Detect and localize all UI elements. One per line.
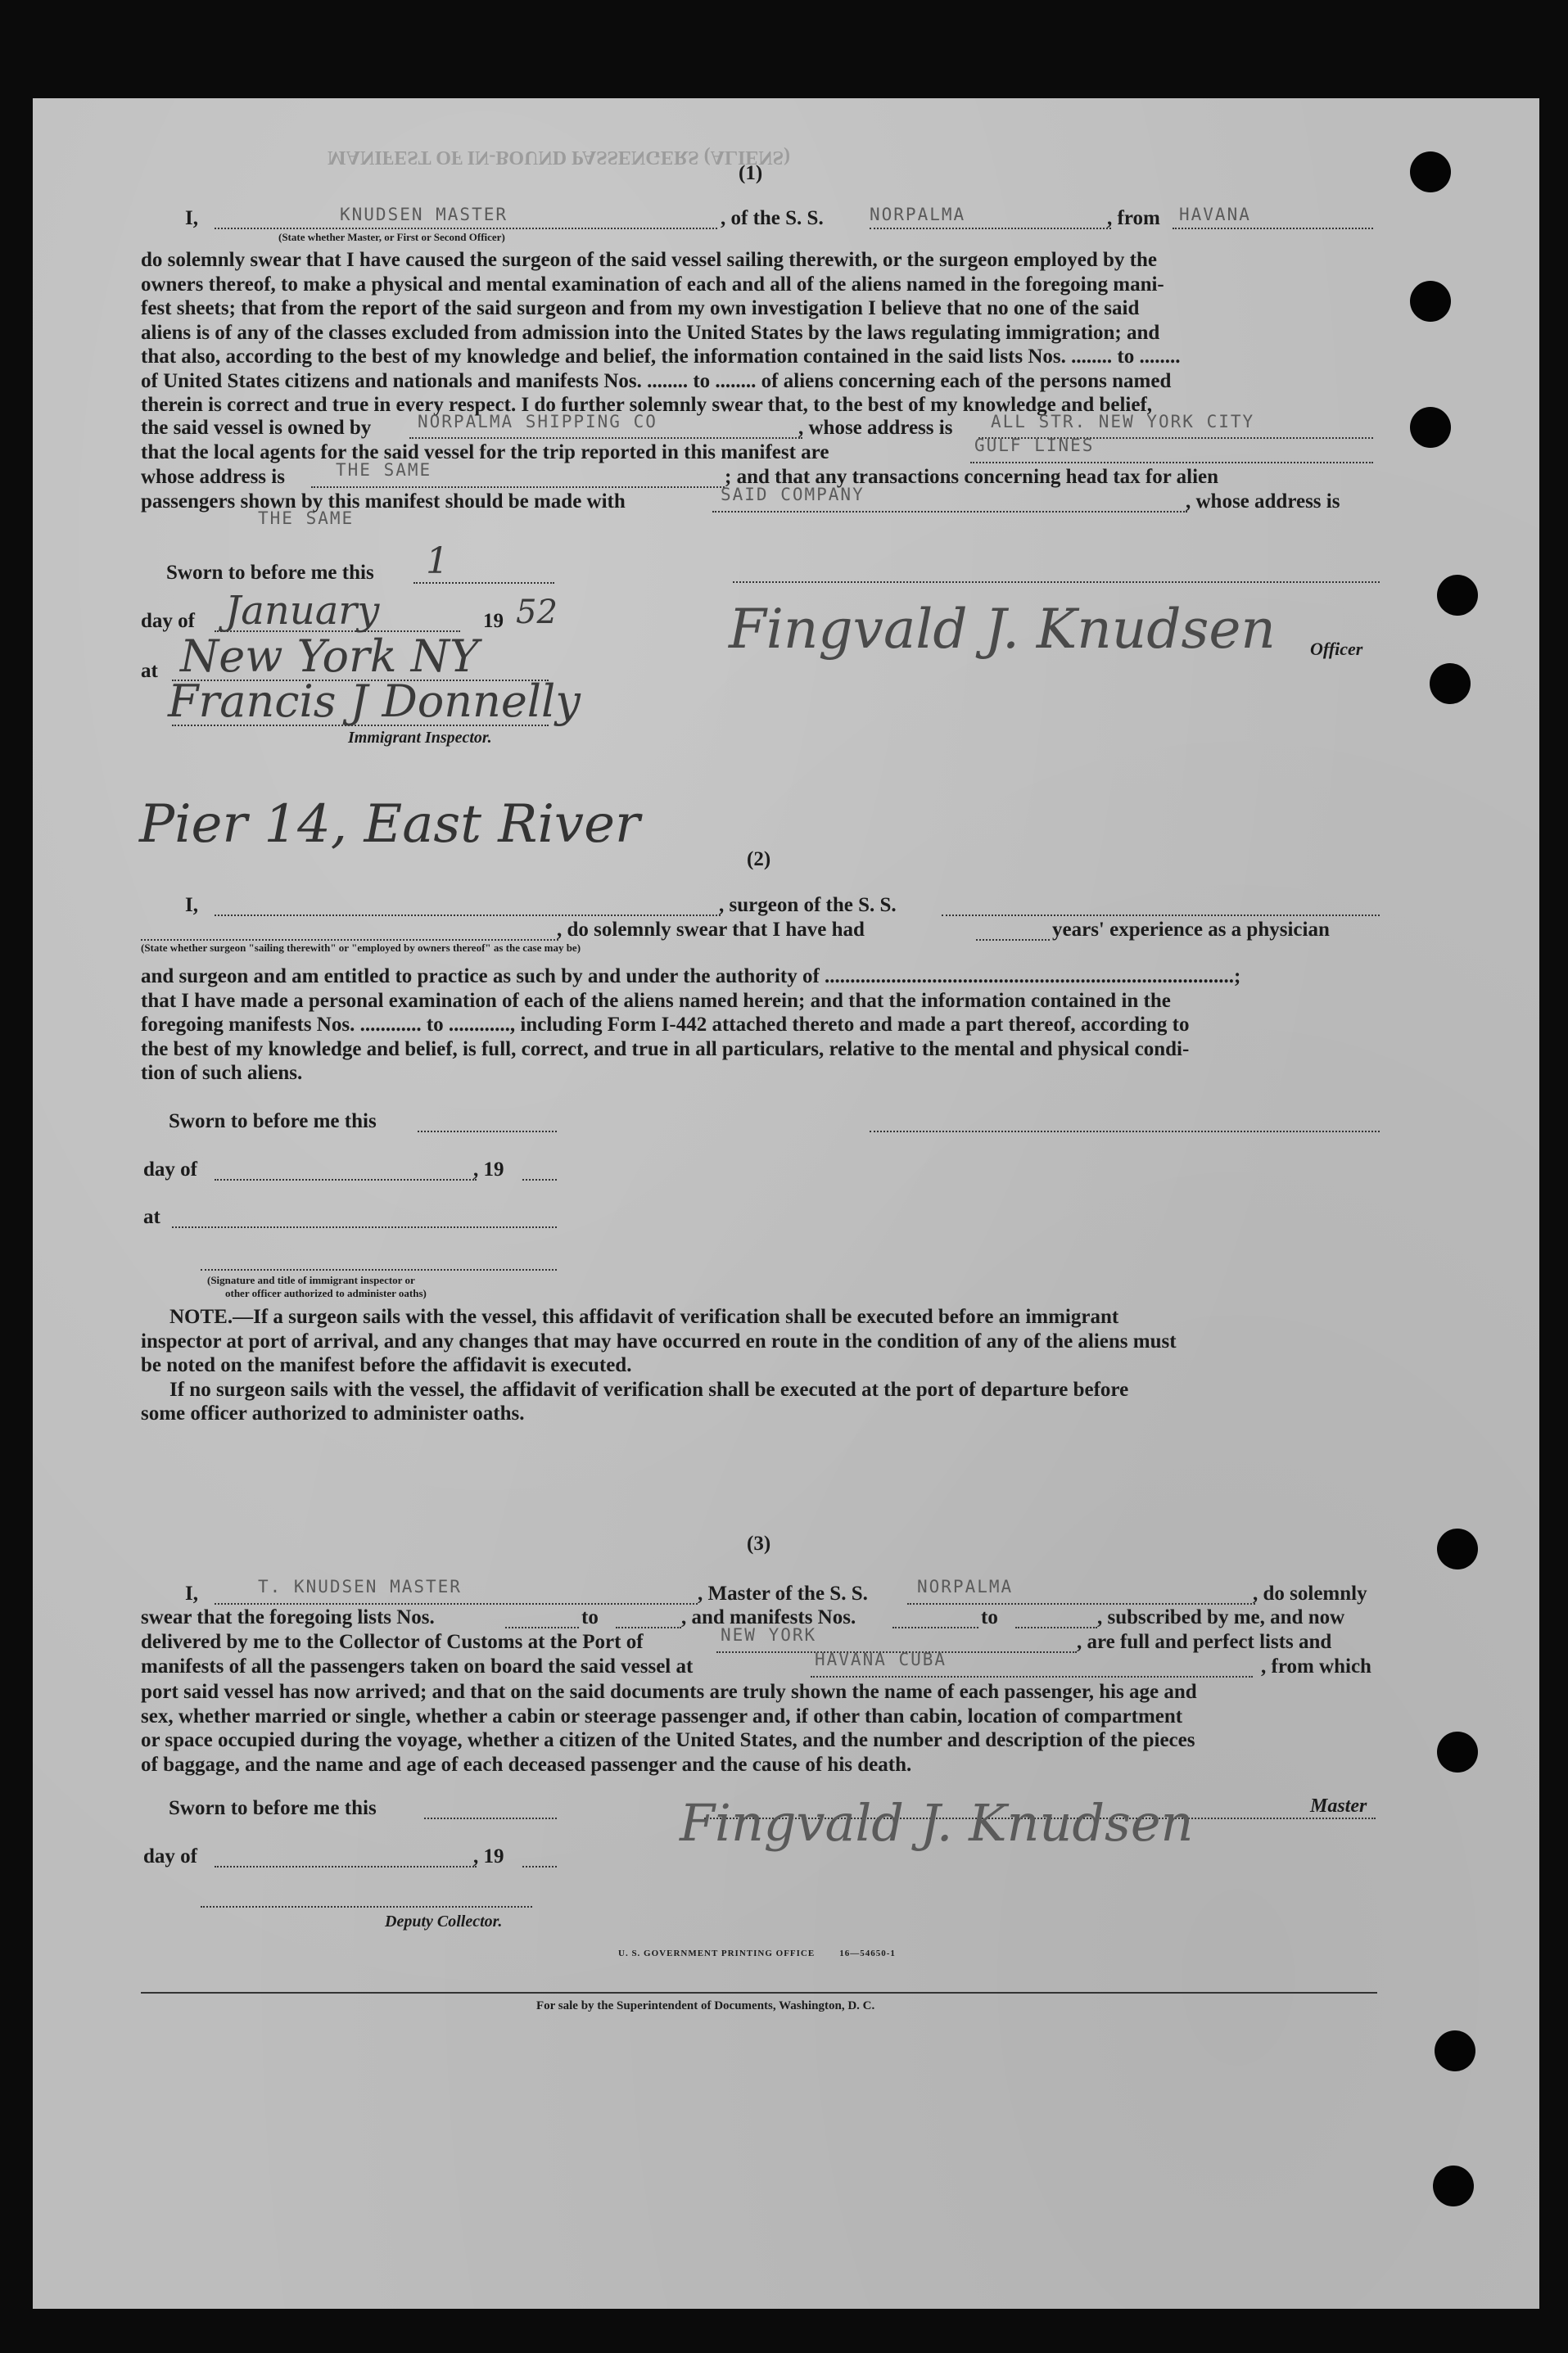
s3-line: of baggage, and the name and age of each deceased passenger and the cause of his death. — [141, 1753, 912, 1776]
s1-line: owners thereof, to make a physical and mental examination of each and all of the aliens named in the foregoing mani- — [141, 273, 1164, 296]
s2-oath-lines — [141, 964, 1394, 1086]
s2-line: foregoing manifests Nos. ............ to ............, including Form I-442 attached thereto and made a part thereof, according to — [141, 1014, 1190, 1036]
s1-sworn-day: 1 — [426, 540, 449, 582]
s3-line2b: to — [581, 1606, 599, 1628]
note-line: some officer authorized to administer oaths. — [141, 1402, 525, 1425]
s3-master-of: , Master of the S. S. — [698, 1583, 868, 1605]
s2-years-line — [976, 939, 1050, 941]
s2-sworn-line — [418, 1131, 557, 1132]
punch-hole — [1435, 2030, 1475, 2071]
s2-surgeon-of: , surgeon of the S. S. — [719, 894, 897, 916]
officer-label: Officer — [1310, 639, 1363, 659]
s1-line: fest sheets; that from the report of the said surgeon and from my own investigation I believe that no one of the said — [141, 297, 1140, 319]
s3-master-label: Master — [1310, 1795, 1367, 1817]
passengers-label: passengers shown by this manifest should be made with — [141, 490, 626, 513]
s3-master-signature: Fingvald J. Knudsen — [680, 1793, 1194, 1853]
footer-rule — [141, 1992, 1377, 1994]
s2-status-line — [141, 939, 558, 941]
s3-port-value: NEW YORK — [721, 1625, 817, 1645]
s2-sig-note-2: other officer authorized to administer oaths) — [225, 1287, 427, 1299]
section-1-number: (1) — [739, 162, 763, 184]
s3-line3a: delivered by me to the Collector of Customs at the Port of — [141, 1631, 644, 1653]
note-line: If no surgeon sails with the vessel, the affidavit of verification shall be executed at the port of departure before — [169, 1378, 1129, 1401]
s1-sworn-line — [413, 582, 554, 584]
company-line — [712, 511, 1187, 513]
s3-day-of-label: day of — [143, 1845, 197, 1867]
vessel-value: NORPALMA — [870, 205, 966, 224]
s3-lists-to-line — [616, 1627, 681, 1628]
section-2-number: (2) — [747, 848, 771, 870]
s2-years-exp: years' experience as a physician — [1052, 919, 1330, 941]
punch-hole — [1433, 2166, 1474, 2206]
s3-i-label: I, — [185, 1583, 198, 1605]
owner-value: NORPALMA SHIPPING CO — [418, 412, 657, 431]
s2-sig-note-1: (Signature and title of immigrant inspector or — [207, 1274, 415, 1286]
s3-line2d: to — [981, 1606, 998, 1628]
s3-manifests-to-line — [1015, 1627, 1097, 1628]
agents-label: that the local agents for the said vessel for the trip reported in this manifest are — [141, 441, 829, 463]
note-line: be noted on the manifest before the affidavit is executed. — [141, 1354, 632, 1376]
sale-notice: For sale by the Superintendent of Documents, Washington, D. C. — [536, 1999, 875, 2012]
s3-line: port said vessel has now arrived; and that on the said documents are truly shown the name of each passenger, his age and — [141, 1681, 1197, 1703]
note-line: inspector at port of arrival, and any changes that may have occurred en route in the condition of any of the aliens must — [141, 1330, 1177, 1353]
company-value: SAID COMPANY — [721, 485, 865, 504]
from-port-value: HAVANA — [1179, 205, 1251, 224]
s3-collector-sig-line — [201, 1906, 532, 1908]
s2-line: the best of my knowledge and belief, is full, correct, and true in all particulars, relative to the mental and physical condi- — [141, 1037, 1190, 1060]
s3-line4a: manifests of all the passengers taken on board the said vessel at — [141, 1655, 694, 1678]
s1-month-value: January — [225, 588, 380, 634]
s1-line: of United States citizens and nationals and manifests Nos. ........ to ........ of aliens concerning each of the persons named — [141, 369, 1172, 392]
punch-hole — [1430, 663, 1471, 704]
owner-line — [409, 437, 802, 439]
s2-i-label: I, — [185, 894, 198, 916]
pier-note: Pier 14, East River — [139, 794, 640, 855]
s2-year-line — [522, 1179, 557, 1181]
from-label: , from — [1107, 207, 1160, 229]
s3-sworn-line — [424, 1818, 557, 1819]
officer-note: (State whether Master, or First or Second Officer) — [278, 231, 505, 243]
s2-line: tion of such aliens. — [141, 1062, 303, 1084]
s2-surgeon-sig-line — [870, 1131, 1380, 1132]
master-name-value: KNUDSEN MASTER — [340, 205, 508, 224]
faint-bleed-header: MANIFEST OF IN-BOUND PASSENGERS (ALIENS) — [328, 147, 790, 168]
punch-hole — [1437, 1529, 1478, 1569]
punch-hole — [1410, 281, 1451, 322]
s2-note — [141, 1305, 1394, 1426]
s2-line: that I have made a personal examination of each of the aliens named herein; and that the information contained in the — [141, 989, 1171, 1012]
punch-hole — [1410, 151, 1451, 192]
s2-year-prefix: , 19 — [473, 1158, 504, 1181]
s1-oath-lines — [141, 248, 1394, 418]
s2-sig-line — [201, 1269, 557, 1271]
agents-line — [970, 462, 1373, 463]
s3-manifests-from-line — [892, 1627, 978, 1628]
s3-line3b: , are full and perfect lists and — [1077, 1631, 1332, 1653]
s1-line: aliens is of any of the classes excluded from admission into the United States by the laws regulating immigration; and — [141, 321, 1160, 344]
company-address-label: , whose address is — [1186, 490, 1340, 513]
s1-at-label: at — [141, 660, 158, 682]
owner-address-label: , whose address is — [798, 417, 953, 439]
s3-dep-port-line — [811, 1676, 1253, 1678]
agent-address-line — [311, 486, 725, 488]
note-line: NOTE.—If a surgeon sails with the vessel, this affidavit of verification shall be executed before an immigrant — [169, 1306, 1119, 1328]
s2-vessel-line — [942, 915, 1380, 916]
s1-i-label: I, — [185, 207, 198, 229]
s2-place-line — [172, 1226, 557, 1228]
headtax-label: ; and that any transactions concerning head tax for alien — [725, 466, 1219, 488]
s1-line: do solemnly swear that I have caused the surgeon of the said vessel sailing therewith, or the surgeon employed by the — [141, 249, 1157, 271]
s3-vessel-value: NORPALMA — [917, 1577, 1014, 1597]
s3-month-line — [215, 1866, 477, 1867]
s2-day-of-label: day of — [143, 1158, 197, 1181]
officer-sig-line-top — [733, 581, 1380, 583]
s3-master-line — [215, 1603, 698, 1605]
s2-sailing-note: (State whether surgeon "sailing therewith" or "employed by owners thereof" as the case may be) — [141, 942, 581, 954]
s3-collector-label: Deputy Collector. — [385, 1913, 503, 1931]
s3-line2e: , subscribed by me, and now — [1097, 1606, 1345, 1628]
s1-line: therein is correct and true in every respect. I do further solemnly swear that, to the best of my knowledge and belief, — [141, 394, 1153, 416]
inspector-signature: Francis J Donnelly — [168, 675, 581, 727]
s3-vessel-line — [907, 1603, 1255, 1605]
agents-value: GULF LINES — [974, 436, 1095, 455]
agent-address-value: THE SAME — [336, 460, 432, 480]
from-port-line — [1173, 228, 1373, 229]
s3-master-value: T. KNUDSEN MASTER — [258, 1577, 462, 1597]
of-ss-label: , of the S. S. — [721, 207, 824, 229]
printing-office-line: U. S. GOVERNMENT PRINTING OFFICE 16—54650-1 — [618, 1949, 896, 1958]
agent-address-label: whose address is — [141, 466, 285, 488]
master-name-line — [215, 228, 717, 229]
officer-signature: Fingvald J. Knudsen — [729, 598, 1276, 661]
s3-line: sex, whether married or single, whether a cabin or steerage passenger and, if other than cabin, location of compartment — [141, 1705, 1183, 1727]
s2-solemnly: , do solemnly swear that I have had — [557, 919, 865, 941]
inspector-label: Immigrant Inspector. — [348, 729, 492, 747]
s3-line4b: , from which — [1261, 1655, 1371, 1678]
s3-sworn-label: Sworn to before me this — [169, 1797, 377, 1819]
s1-year-suffix: 52 — [516, 594, 558, 631]
s1-year-prefix: 19 — [483, 610, 504, 632]
s2-name-line — [215, 915, 721, 916]
owned-by-label: the said vessel is owned by — [141, 417, 372, 439]
s3-oath-lines — [141, 1680, 1394, 1777]
s3-line2c: , and manifests Nos. — [681, 1606, 856, 1628]
section-3-number: (3) — [747, 1533, 771, 1555]
s3-year-line — [522, 1866, 557, 1867]
punch-hole — [1437, 1732, 1478, 1773]
s3-lists-from-line — [505, 1627, 579, 1628]
s1-sworn-label: Sworn to before me this — [166, 562, 374, 584]
s3-line: or space occupied during the voyage, whether a citizen of the United States, and the number and description of the pieces — [141, 1729, 1195, 1751]
s3-dep-port-value: HAVANA CUBA — [815, 1650, 947, 1669]
company-address-value: THE SAME — [258, 508, 355, 528]
punch-hole — [1437, 575, 1478, 616]
owner-address-value: ALL STR. NEW YORK CITY — [991, 412, 1255, 431]
s3-solemnly: , do solemnly — [1253, 1583, 1367, 1605]
s1-day-of-label: day of — [141, 610, 195, 632]
s2-sworn-label: Sworn to before me this — [169, 1110, 377, 1132]
s3-year-prefix: , 19 — [473, 1845, 504, 1867]
punch-hole — [1410, 407, 1451, 448]
s1-place-value: New York NY — [180, 630, 479, 682]
s1-line: that also, according to the best of my knowledge and belief, the information contained in the said lists Nos. ........ to ........ — [141, 345, 1181, 368]
s3-line2a: swear that the foregoing lists Nos. — [141, 1606, 435, 1628]
s2-month-line — [215, 1179, 477, 1181]
vessel-line — [870, 228, 1111, 229]
s2-at-label: at — [143, 1206, 160, 1228]
s2-line: and surgeon and am entitled to practice as such by and under the authority of ................................................................................; — [141, 965, 1241, 987]
